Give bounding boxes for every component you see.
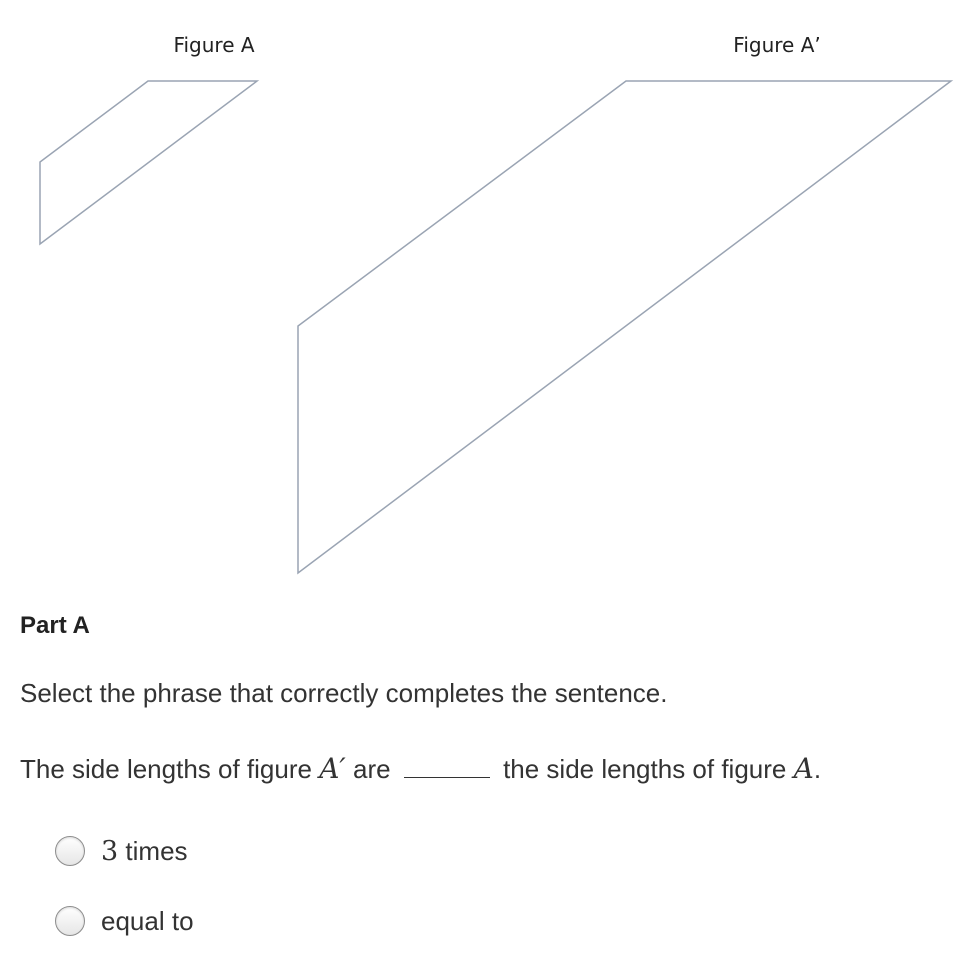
sentence-end: the side lengths of figure (503, 754, 787, 784)
option-label-equal-to: equal to (101, 905, 194, 936)
option-number: 3 (101, 835, 119, 867)
answer-blank (404, 757, 490, 778)
var-a-prime: A′ (319, 752, 346, 785)
option-label-3-times (101, 836, 188, 867)
sentence-period: . (813, 754, 822, 784)
radio-button-equal-to[interactable] (55, 906, 85, 936)
sentence-middle: are (353, 754, 391, 784)
option-text: times (125, 835, 188, 866)
instructions-text: Select the phrase that correctly completes the sentence. (20, 678, 668, 708)
figure-a-prime-parallelogram (298, 81, 951, 573)
var-a: A (793, 752, 814, 785)
answer-options (55, 828, 194, 968)
figure-a-parallelogram (40, 81, 257, 244)
figure-a-prime-label: Figure A’ (733, 33, 821, 57)
sentence-start: The side lengths of figure (20, 754, 312, 784)
question-sentence (20, 752, 821, 785)
figure-a-label: Figure A (173, 33, 255, 57)
option-equal-to[interactable] (55, 898, 194, 944)
option-3-times[interactable] (55, 828, 194, 874)
part-title: Part A (20, 612, 90, 639)
radio-button-3-times[interactable] (55, 836, 85, 866)
